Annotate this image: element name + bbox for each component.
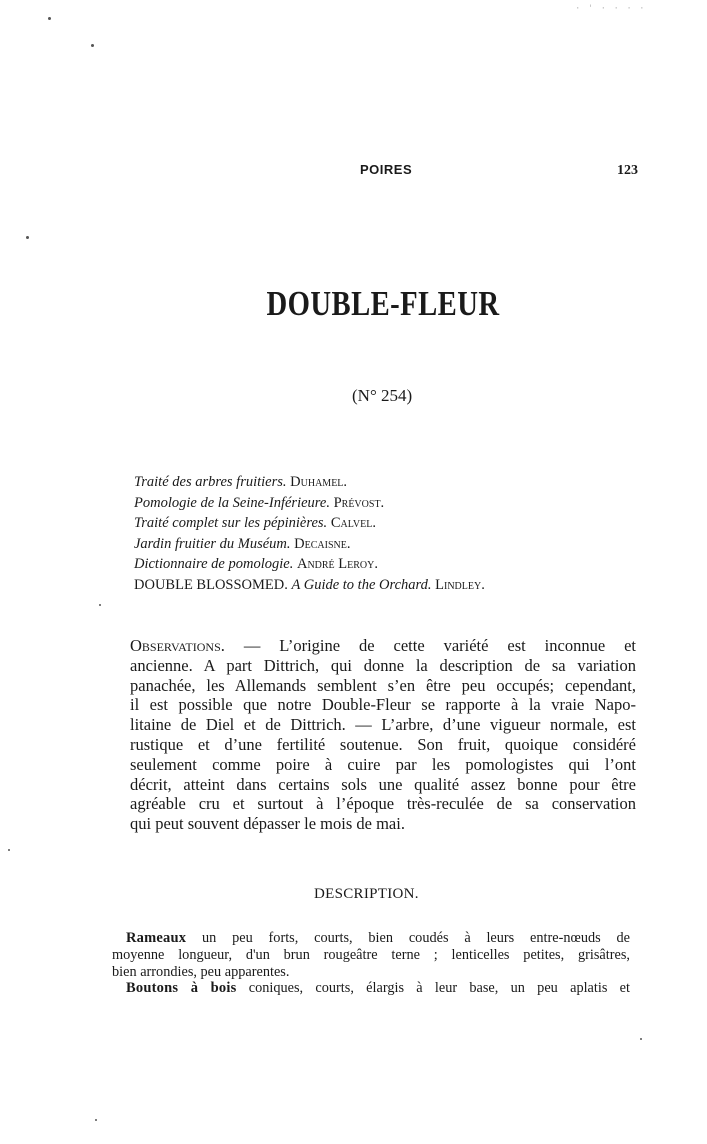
reference-author: Prévost. xyxy=(333,494,385,511)
boutons-label: Boutons à bois xyxy=(126,980,237,997)
observations-line xyxy=(130,636,636,656)
description-body xyxy=(112,930,630,997)
reference-title: Dictionnaire de pomologie. xyxy=(134,556,294,572)
reference-line xyxy=(134,575,604,596)
corner-speckle: · ' · · · · xyxy=(575,4,646,14)
reference-title: Traité complet sur les pépinières. xyxy=(134,515,328,531)
description-line xyxy=(112,980,630,997)
reference-line xyxy=(134,493,604,514)
observations-line: il est possible que notre Double-Fleur se rapporte à la vraie Napo- xyxy=(130,695,636,715)
description-heading: DESCRIPTION. xyxy=(314,886,419,902)
print-speck xyxy=(8,849,10,851)
reference-author: Calvel. xyxy=(330,515,376,531)
rameaux-text: un peu forts, courts, bien coudés à leurs entre-nœuds de xyxy=(202,930,630,946)
reference-author: Decaisne. xyxy=(294,535,351,552)
rameaux-label: Rameaux xyxy=(126,930,187,946)
reference-author: André Leroy. xyxy=(296,556,378,572)
print-speck xyxy=(48,17,51,20)
reference-line xyxy=(134,534,604,555)
reference-title: Traité des arbres fruitiers. xyxy=(134,474,287,490)
page-title: DOUBLE-FLEUR xyxy=(266,284,500,323)
bibliography-references xyxy=(134,472,604,595)
observations-line: décrit, atteint dans certains sols une qualité assez bonne pour être xyxy=(130,774,636,794)
observations-paragraph xyxy=(130,636,636,834)
variety-number: (N° 254) xyxy=(352,386,413,405)
observations-line: ancienne. A part Dittrich, qui donne la description de sa variation xyxy=(130,655,636,675)
observations-line: seulement comme poire à cuire par les pomologistes qui l’ont xyxy=(130,754,636,774)
description-line: moyenne longueur, d'un brun rougeâtre terne ; lenticelles petites, grisâtres, xyxy=(112,946,630,963)
running-head: POIRES xyxy=(360,162,413,177)
print-speck xyxy=(91,44,94,47)
print-speck xyxy=(640,1038,642,1040)
reference-author: Duhamel. xyxy=(290,474,348,490)
reference-title: A Guide to the Orchard. xyxy=(291,576,432,593)
description-line xyxy=(112,930,630,947)
reference-line xyxy=(134,472,604,493)
print-speck xyxy=(26,236,29,239)
observations-label: Observations. xyxy=(130,636,225,655)
observations-line: panachée, les Allemands semblent s’en être peu occupés; cependant, xyxy=(130,675,636,695)
print-speck xyxy=(95,1119,97,1121)
page-number: 123 xyxy=(617,163,638,178)
observations-text: — L’origine de cette variété est inconnue et xyxy=(243,636,636,655)
observations-line: agréable cru et surtout à l’époque très-reculée de sa conservation xyxy=(130,794,636,814)
reference-line xyxy=(134,513,604,534)
print-speck xyxy=(99,604,101,606)
reference-prefix: DOUBLE BLOSSOMED. xyxy=(134,576,288,593)
reference-line xyxy=(134,554,604,575)
reference-author: Lindley. xyxy=(435,576,485,593)
observations-line: qui peut souvent dépasser le mois de mai. xyxy=(130,814,405,834)
observations-line: rustique et d’une fertilité soutenue. Son fruit, quoique considéré xyxy=(130,734,636,754)
reference-title: Jardin fruitier du Muséum. xyxy=(134,535,291,552)
description-line: bien arrondies, peu apparentes. xyxy=(112,963,290,980)
observations-line: litaine de Diel et de Dittrich. — L’arbre, d’une vigueur normale, est xyxy=(130,715,636,735)
boutons-text: coniques, courts, élargis à leur base, un peu aplatis et xyxy=(248,980,630,997)
reference-title: Pomologie de la Seine-Inférieure. xyxy=(134,494,330,511)
